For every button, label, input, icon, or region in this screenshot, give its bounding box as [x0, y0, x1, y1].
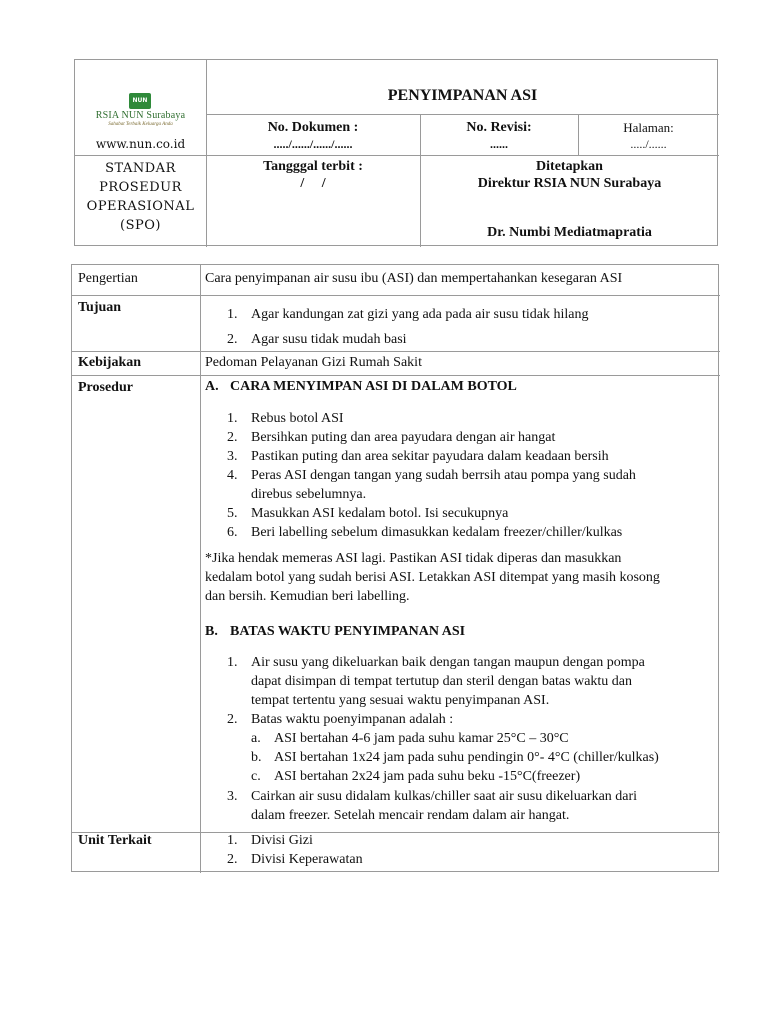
- page-value: ...../......: [630, 137, 667, 151]
- document-header-table: [74, 59, 718, 246]
- list-number: 4.: [227, 468, 238, 483]
- note-line: dan bersih. Kemudian beri labelling.: [205, 589, 410, 604]
- doc-number-value: ...../....../....../......: [273, 137, 353, 151]
- list-number: 2.: [227, 852, 238, 867]
- list-number: 2.: [227, 712, 238, 727]
- list-item: Air susu yang dikeluarkan baik dengan tangan maupun dengan pompa: [251, 655, 645, 670]
- list-number: 1.: [227, 833, 238, 848]
- row-label-unit-terkait: Unit Terkait: [78, 833, 152, 848]
- kebijakan-text: Pedoman Pelayanan Gizi Rumah Sakit: [205, 355, 422, 370]
- list-item: Divisi Gizi: [251, 833, 313, 848]
- hospital-url: www.nun.co.id: [95, 137, 186, 151]
- procedure-table: [71, 264, 719, 872]
- list-number: 1.: [227, 307, 238, 322]
- list-number: 2.: [227, 430, 238, 445]
- list-number: 6.: [227, 525, 238, 540]
- section-a-marker: A.: [205, 379, 219, 394]
- list-item: Cairkan air susu didalam kulkas/chiller saat air susu dikeluarkan dari: [251, 789, 638, 804]
- sub-list-marker: b.: [251, 750, 262, 765]
- sub-list-item: ASI bertahan 1x24 jam pada suhu pendingin 0°- 4°C (chiller/kulkas): [274, 750, 659, 765]
- document-title: PENYIMPANAN ASI: [387, 87, 538, 104]
- list-item: Divisi Keperawatan: [251, 852, 363, 867]
- list-item: Agar susu tidak mudah basi: [251, 332, 407, 347]
- issued-date-label: Tangggal terbit :: [263, 159, 363, 174]
- spo-line: STANDAR: [105, 161, 176, 176]
- list-number: 5.: [227, 506, 238, 521]
- section-a-title: CARA MENYIMPAN ASI DI DALAM BOTOL: [230, 379, 517, 394]
- issued-date-value: / /: [300, 176, 326, 191]
- spo-line: PROSEDUR: [99, 180, 182, 195]
- sub-list-marker: a.: [251, 731, 261, 746]
- set-by-label: Ditetapkan: [536, 159, 603, 174]
- spo-line: OPERASIONAL: [86, 199, 195, 214]
- list-number: 3.: [227, 789, 238, 804]
- set-by-director: Direktur RSIA NUN Surabaya: [477, 176, 662, 191]
- list-item: Beri labelling sebelum dimasukkan kedalam freezer/chiller/kulkas: [251, 525, 623, 540]
- hospital-logo: [75, 60, 206, 155]
- row-label-tujuan: Tujuan: [78, 300, 122, 315]
- list-item-continuation: tempat tertentu yang sesuai waktu penyimpanan ASI.: [251, 693, 550, 708]
- spo-line: (SPO): [120, 218, 161, 233]
- signatory-name: Dr. Numbi Mediatmapratia: [487, 225, 652, 240]
- list-item-continuation: dapat disimpan di tempat tertutup dan steril dengan batas waktu dan: [251, 674, 633, 689]
- revision-value: ......: [490, 137, 508, 151]
- list-number: 1.: [227, 411, 238, 426]
- row-label-pengertian: Pengertian: [78, 271, 138, 286]
- sub-list-marker: c.: [251, 769, 261, 784]
- note-line: kedalam botol yang sudah berisi ASI. Letakkan ASI ditempat yang masih kosong: [205, 570, 660, 585]
- page-label: Halaman:: [623, 120, 674, 135]
- doc-number-label: No. Dokumen :: [267, 120, 359, 135]
- list-item: Masukkan ASI kedalam botol. Isi secukupnya: [251, 506, 509, 521]
- logo-name: RSIA NUN Surabaya: [95, 110, 186, 121]
- list-item: Agar kandungan zat gizi yang ada pada air susu tidak hilang: [251, 307, 589, 322]
- sub-list-item: ASI bertahan 2x24 jam pada suhu beku -15°C(freezer): [274, 769, 581, 784]
- list-number: 2.: [227, 332, 238, 347]
- logo-tagline: Sahabat Terbaik Keluarga Anda: [108, 122, 173, 127]
- note-line: *Jika hendak memeras ASI lagi. Pastikan ASI tidak diperas dan masukkan: [205, 551, 622, 566]
- list-item: Rebus botol ASI: [251, 411, 344, 426]
- list-item: Pastikan puting dan area sekitar payudara dalam keadaan bersih: [251, 449, 609, 464]
- sub-list-item: ASI bertahan 4-6 jam pada suhu kamar 25°C – 30°C: [274, 731, 569, 746]
- list-number: 1.: [227, 655, 238, 670]
- list-number: 3.: [227, 449, 238, 464]
- logo-mark-icon: NUN: [129, 93, 151, 109]
- row-label-prosedur: Prosedur: [78, 380, 133, 395]
- list-item: Batas waktu poenyimpanan adalah :: [251, 712, 454, 727]
- list-item-continuation: dalam freezer. Setelah mencair rendam dalam air hangat.: [251, 808, 570, 823]
- spo-title: [75, 159, 206, 235]
- section-b-title: BATAS WAKTU PENYIMPANAN ASI: [230, 624, 466, 639]
- list-item: Bersihkan puting dan area payudara dengan air hangat: [251, 430, 556, 445]
- revision-label: No. Revisi:: [466, 120, 532, 135]
- pengertian-text: Cara penyimpanan air susu ibu (ASI) dan mempertahankan kesegaran ASI: [205, 271, 623, 286]
- section-b-marker: B.: [205, 624, 218, 639]
- row-label-kebijakan: Kebijakan: [78, 355, 142, 370]
- list-item-continuation: direbus sebelumnya.: [251, 487, 367, 502]
- list-item: Peras ASI dengan tangan yang sudah berrsih atau pompa yang sudah: [251, 468, 636, 483]
